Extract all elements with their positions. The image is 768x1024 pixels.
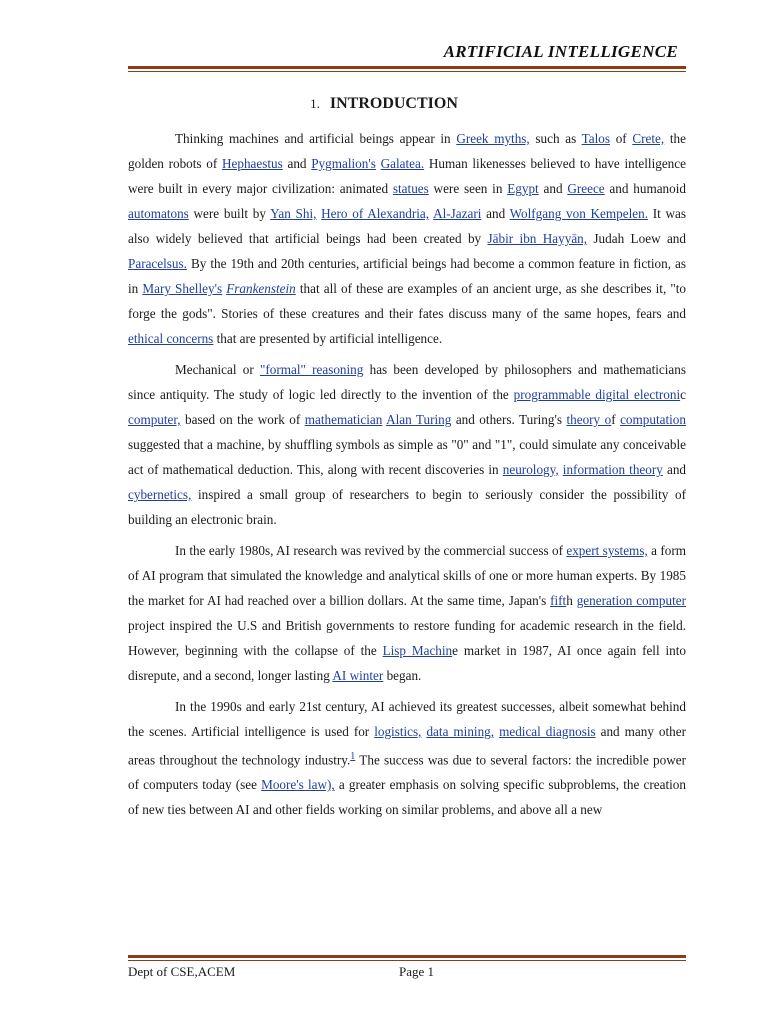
section-title: INTRODUCTION — [329, 95, 458, 112]
text-run: were built by — [188, 206, 271, 221]
text-run: and humanoid — [604, 181, 686, 196]
hyperlink[interactable]: Yan Shi, — [270, 206, 317, 221]
text-run: c — [680, 387, 686, 402]
hyperlink[interactable]: neurology, — [502, 462, 559, 477]
hyperlink[interactable]: Talos — [581, 131, 611, 146]
hyperlink[interactable]: Greek myths, — [456, 131, 530, 146]
footer-rule-thin — [128, 960, 686, 961]
body-paragraph — [128, 538, 686, 688]
hyperlink[interactable]: Alan Turing — [386, 412, 452, 427]
header-rule-thin — [128, 71, 686, 72]
text-run: suggested that a machine, by shuffling symbols as simple as "0" and "1", could simulate any conceivable act of mathematical deduction. This, along with recent discoveries in — [128, 437, 686, 477]
footnote-reference-link[interactable]: 1 — [350, 751, 356, 762]
hyperlink[interactable]: Al-Jazari — [433, 206, 482, 221]
hyperlink[interactable]: expert systems, — [566, 543, 648, 558]
text-run: a form of AI program that simulated the knowledge and analytical skills of one or more human experts. By 1985 the market for AI had reached over a billion dollars. At the same time, Japan's — [128, 543, 686, 608]
text-run: has been developed by philosophers and mathematicians since antiquity. The study of logic led directly to the invention of the — [128, 362, 686, 402]
text-run: began. — [383, 668, 422, 683]
footer-department: Dept of CSE,ACEM — [128, 964, 236, 979]
hyperlink[interactable]: mathematician — [304, 412, 383, 427]
hyperlink[interactable]: programmable digital electroni — [513, 387, 681, 402]
footer-page-number: Page 1 — [399, 964, 435, 979]
hyperlink[interactable]: cybernetics, — [128, 487, 192, 502]
text-run: The success was due to several factors: the incredible power of computers today (see — [128, 752, 686, 793]
hyperlink[interactable]: medical diagnosis — [499, 724, 596, 739]
text-run: In the 1990s and early 21st century, AI achieved its greatest successes, albeit somewhat behind the scenes. Artificial intelligence is used for — [128, 699, 686, 739]
text-run: and — [662, 462, 687, 477]
hyperlink[interactable]: AI winter — [332, 668, 384, 683]
section-heading — [0, 95, 768, 113]
hyperlink[interactable]: Hephaestus — [221, 156, 283, 171]
running-header-title: ARTIFICIAL INTELLIGENCE — [443, 42, 678, 61]
text-run: f — [611, 412, 621, 427]
text-run: that are presented by artificial intelligence. — [213, 331, 443, 346]
hyperlink[interactable]: computation — [620, 412, 686, 427]
text-run: a greater emphasis on solving specific subproblems, the creation of new ties between AI and other fields working on similar problems, and above all a new — [128, 777, 686, 818]
hyperlink[interactable]: computer, — [128, 412, 181, 427]
text-run: based on the work of — [180, 412, 305, 427]
hyperlink[interactable]: Egypt — [507, 181, 539, 196]
text-run: e market in 1987, AI once again fell into disrepute, and a second, longer lasting — [128, 643, 686, 683]
hyperlink[interactable]: Pygmalion's — [311, 156, 376, 171]
footer-rule — [128, 955, 686, 958]
hyperlink[interactable]: Lisp Machin — [382, 643, 453, 658]
text-run: In the early 1980s, AI research was revived by the commercial success of — [175, 543, 567, 558]
text-run: inspired a small group of researchers to begin to seriously consider the possibility of building an electronic brain. — [128, 487, 686, 527]
hyperlink[interactable]: "formal" reasoning — [259, 362, 364, 377]
hyperlink[interactable]: Hero of Alexandria, — [321, 206, 430, 221]
text-run: Human likenesses believed to have intelligence were built in every major civilization: animated — [128, 156, 686, 196]
section-number: 1. — [310, 96, 320, 111]
text-run: project inspired the U.S and British governments to restore funding for academic research in the field. However, beginning with the collapse of the — [128, 618, 686, 658]
text-run: h — [566, 593, 577, 608]
hyperlink[interactable]: Wolfgang von Kempelen. — [509, 206, 649, 221]
hyperlink[interactable]: Mary Shelley's — [142, 281, 223, 296]
hyperlink[interactable]: Jābir ibn Hayyān, — [487, 231, 588, 246]
hyperlink[interactable]: automatons — [128, 206, 189, 221]
text-run: and — [538, 181, 568, 196]
document-body — [128, 126, 686, 828]
hyperlink[interactable]: theory o — [566, 412, 612, 427]
text-run: were seen in — [428, 181, 508, 196]
hyperlink[interactable]: statues — [392, 181, 429, 196]
hyperlink[interactable]: Galatea. — [380, 156, 425, 171]
text-run: such as — [529, 131, 582, 146]
text-run: Thinking machines and artificial beings appear in — [175, 131, 457, 146]
body-paragraph — [128, 126, 686, 351]
body-paragraph — [128, 357, 686, 532]
text-run: that all of these are examples of an ancient urge, as she describes it, "to forge the gods". Stories of these creatures and their fates discuss many of the same hopes, fears and — [128, 281, 686, 321]
hyperlink[interactable]: fift — [550, 593, 567, 608]
hyperlink[interactable]: data mining, — [426, 724, 495, 739]
hyperlink[interactable]: logistics, — [374, 724, 422, 739]
text-run: It was also widely believed that artificial beings had been created by — [128, 206, 687, 246]
hyperlink[interactable]: Moore's law), — [261, 777, 335, 793]
hyperlink[interactable]: Frankenstein — [226, 281, 296, 296]
text-run: and — [282, 156, 312, 171]
text-run: and others. Turing's — [451, 412, 567, 427]
hyperlink[interactable]: Crete, — [632, 131, 665, 146]
text-run: and — [481, 206, 510, 221]
header-rule — [128, 66, 686, 69]
text-run: the golden robots of — [128, 131, 686, 171]
hyperlink[interactable]: ethical concerns — [128, 331, 214, 346]
hyperlink[interactable]: information theory — [562, 462, 663, 477]
hyperlink[interactable]: Greece — [567, 181, 605, 196]
text-run: Judah Loew and — [587, 231, 686, 246]
text-run: Mechanical or — [175, 362, 260, 377]
text-run: of — [610, 131, 633, 146]
text-run: and many other areas throughout the technology industry. — [128, 724, 687, 768]
hyperlink[interactable]: generation computer — [576, 593, 687, 608]
body-paragraph — [128, 694, 686, 822]
hyperlink[interactable]: Paracelsus. — [128, 256, 187, 271]
text-run: By the 19th and 20th centuries, artificial beings had become a common feature in fiction, as in — [128, 256, 686, 296]
